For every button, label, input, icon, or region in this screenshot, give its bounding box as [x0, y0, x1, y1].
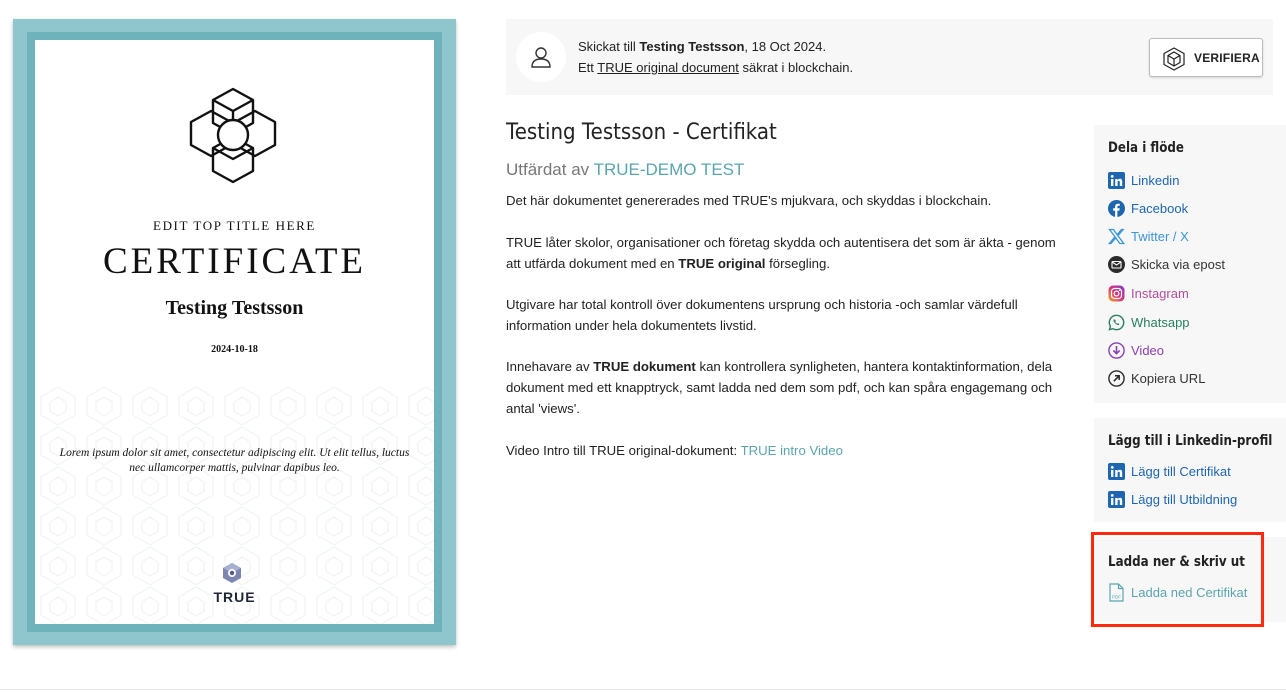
- p2-text-a: TRUE låter skolor, organisationer och företag skydda och autentisera det som är äkta - genom att utfärda dokument med en: [506, 235, 1056, 271]
- share-twitter-label: Twitter / X: [1131, 228, 1189, 244]
- certificate-recipient: Testing Testsson: [165, 297, 304, 319]
- blockchain-suffix: säkrat i blockchain.: [738, 60, 854, 75]
- linkedin-icon: [1108, 491, 1125, 508]
- svg-text:PDF: PDF: [1111, 594, 1122, 599]
- paragraph-holder: [506, 356, 1066, 419]
- issuer-link[interactable]: TRUE-DEMO TEST: [593, 160, 745, 179]
- sent-to-text: [578, 39, 826, 54]
- p2-text-bold: TRUE original: [678, 256, 766, 271]
- email-icon: [1108, 256, 1125, 273]
- add-education-label: Lägg till Utbildning: [1131, 491, 1238, 507]
- instagram-icon: [1108, 285, 1125, 302]
- share-whatsapp-label: Whatsapp: [1131, 314, 1190, 330]
- verify-hex-icon: [1162, 47, 1186, 71]
- facebook-icon: [1108, 200, 1125, 217]
- certificate-description: Lorem ipsum dolor sit amet, consectetur adipiscing elit. Ut elit tellus, luctus nec ullamcorper mattis, pulvinar dapibus leo.: [59, 447, 410, 474]
- sent-recipient-name: Testing Testsson: [639, 39, 745, 54]
- share-video-label: Video: [1131, 342, 1165, 358]
- issued-by: [506, 160, 744, 180]
- share-instagram-link[interactable]: [1108, 284, 1189, 302]
- share-facebook-label: Facebook: [1131, 200, 1189, 216]
- copy-url-link[interactable]: [1108, 369, 1205, 387]
- p4-text-c: kan kontrollera synligheten, hantera kontaktinformation, dela dokument med ett knapptryck, samt ladda ned dem som pdf, och kan spåra engagemang och antal 'views'.: [506, 359, 1053, 416]
- certificate-frame: [27, 32, 442, 632]
- paragraph-issuer-control: Utgivare har total kontroll över dokumentens ursprung och historia -och samlar värdefull information under hela dokumentets livstid.: [506, 297, 1018, 333]
- issued-prefix: Utfärdat av: [506, 160, 594, 179]
- paragraph-video-intro: [506, 440, 1066, 461]
- sent-notice-banner: [506, 19, 1273, 95]
- user-avatar: [516, 32, 566, 82]
- verify-label: VERIFIERA: [1194, 51, 1260, 65]
- p4-text-a: Innehavare av: [506, 359, 594, 374]
- share-email-link[interactable]: [1108, 255, 1225, 273]
- page-divider: [0, 689, 1286, 690]
- copy-url-label: Kopiera URL: [1131, 370, 1206, 386]
- download-section-highlight: [1091, 532, 1264, 627]
- certificate-paper: [35, 40, 434, 624]
- add-education-linkedin-link[interactable]: [1108, 490, 1237, 508]
- share-instagram-label: Instagram: [1131, 285, 1189, 301]
- verify-button[interactable]: [1149, 38, 1263, 77]
- share-twitter-link[interactable]: [1108, 227, 1189, 245]
- blockchain-prefix: Ett: [578, 60, 598, 75]
- intro-video-link[interactable]: TRUE intro Video: [740, 443, 843, 458]
- linkedin-profile-panel: [1094, 418, 1286, 522]
- share-facebook-link[interactable]: [1108, 199, 1188, 217]
- linkedin-icon: [1108, 463, 1125, 480]
- share-linkedin-link[interactable]: [1108, 171, 1179, 189]
- share-linkedin-label: Linkedin: [1131, 172, 1180, 188]
- x-icon: [1108, 228, 1125, 245]
- true-brand-icon: [221, 562, 243, 584]
- whatsapp-icon: [1108, 314, 1125, 331]
- certificate-brand-wordmark: TRUE: [213, 589, 256, 605]
- blockchain-text: [578, 60, 853, 75]
- add-certificate-linkedin-link[interactable]: [1108, 462, 1231, 480]
- share-video-link[interactable]: [1108, 341, 1164, 359]
- certificate-date: 2024-10-18: [211, 344, 258, 355]
- paragraph-generated: Det här dokumentet genererades med TRUE's mjukvara, och skyddas i blockchain.: [506, 193, 992, 208]
- share-whatsapp-link[interactable]: [1108, 313, 1190, 331]
- certificate-top-title: EDIT TOP TITLE HERE: [153, 218, 316, 233]
- linkedin-profile-title: Lägg till i Linkedin-profil: [1108, 433, 1273, 449]
- sent-date: , 18 Oct 2024.: [744, 39, 827, 54]
- download-video-icon: [1108, 342, 1125, 359]
- video-intro-prefix: Video Intro till TRUE original-dokument:: [506, 443, 741, 458]
- sent-prefix: Skickat till: [578, 39, 640, 54]
- share-email-label: Skicka via epost: [1131, 256, 1225, 272]
- paragraph-true-allows: [506, 232, 1066, 274]
- p4-text-bold: TRUE dokument: [593, 359, 696, 374]
- true-original-document-link[interactable]: TRUE original document: [597, 60, 739, 75]
- user-icon: [531, 46, 551, 68]
- true-hex-logo-icon: [185, 85, 281, 185]
- add-certificate-label: Lägg till Certifikat: [1131, 463, 1231, 479]
- certificate-title: CERTIFICATE: [102, 241, 367, 282]
- download-panel-title: Ladda ner & skriv ut: [1108, 554, 1245, 570]
- copy-link-icon: [1108, 370, 1125, 387]
- linkedin-icon: [1108, 172, 1125, 189]
- share-panel: [1094, 125, 1286, 403]
- share-panel-title: Dela i flöde: [1108, 140, 1185, 156]
- download-certificate-label: Ladda ned Certifikat: [1131, 584, 1248, 600]
- p2-text-c: försegling.: [765, 256, 830, 271]
- document-title: Testing Testsson - Certifikat: [506, 120, 777, 145]
- certificate-preview: [13, 19, 456, 645]
